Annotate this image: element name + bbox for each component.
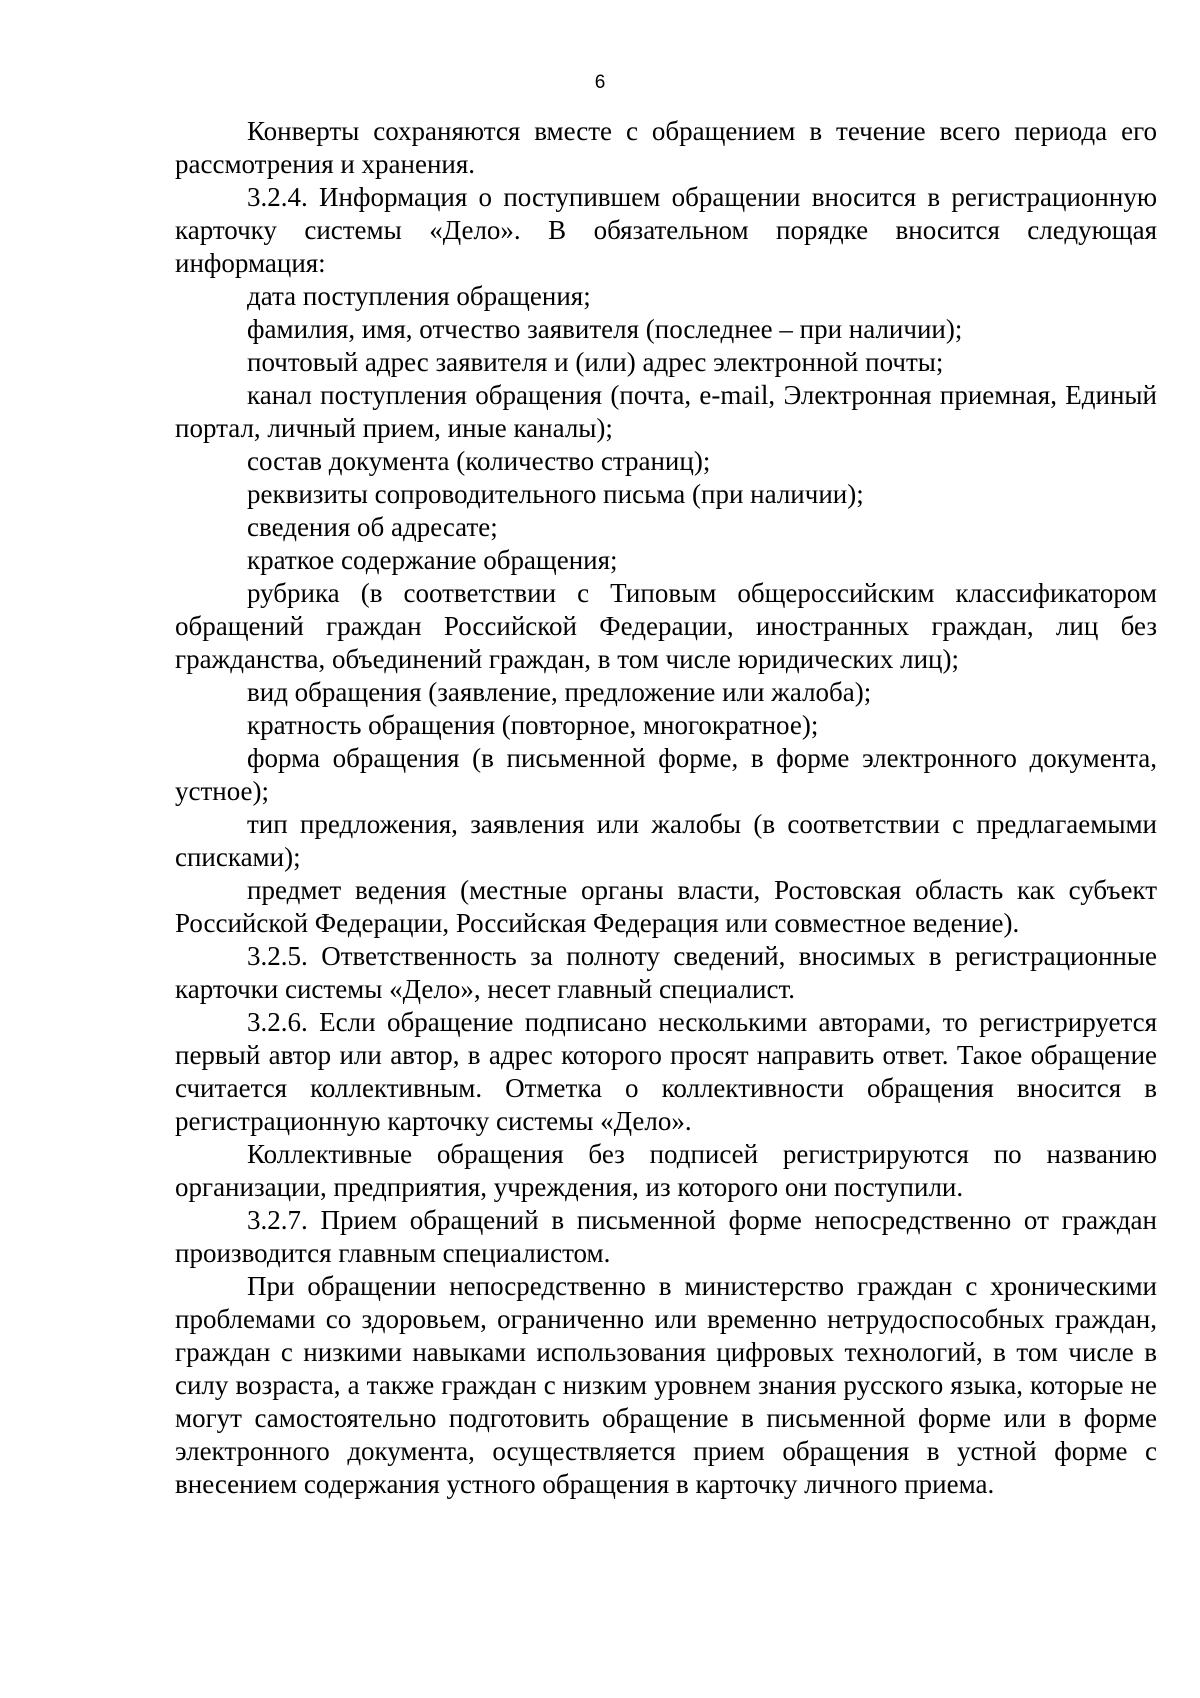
paragraph-oral-reception: При обращении непосредственно в министерство граждан с хроническими проблемами со здоровьем, ограниченно или временно нетрудоспособных граждан, граждан с низкими навыками использования цифровых технологий, в том числе в силу возраста, а также граждан с низким уровнем знания русского языка, которые не могут самостоятельно подготовить обращение в письменной форме или в форме электронного документа, осуществляется прием обращения в устной форме с внесением содержания устного обращения в карточку личного приема. bbox=[175, 1271, 1157, 1499]
paragraph-collective-appeals: Коллективные обращения без подписей регистрируются по названию организации, предприятия, учреждения, из которого они поступили. bbox=[175, 1139, 1157, 1202]
paragraph-envelopes: Конверты сохраняются вместе с обращением в течение всего периода его рассмотрения и хранения. bbox=[175, 116, 1157, 179]
list-item: фамилия, имя, отчество заявителя (последнее – при наличии); bbox=[247, 314, 963, 344]
list-item: дата поступления обращения; bbox=[247, 281, 591, 311]
list-item: канал поступления обращения (почта, e-mail, Электронная приемная, Единый портал, личный прием, иные каналы); bbox=[175, 380, 1157, 443]
list-item: реквизиты сопроводительного письма (при наличии); bbox=[247, 479, 864, 509]
list-item: тип предложения, заявления или жалобы (в соответствии с предлагаемыми списками); bbox=[175, 809, 1157, 872]
list-item: состав документа (количество страниц); bbox=[247, 446, 711, 476]
paragraph-3-2-7: 3.2.7. Прием обращений в письменной форме непосредственно от граждан производится главным специалистом. bbox=[175, 1205, 1157, 1268]
paragraph-3-2-5: 3.2.5. Ответственность за полноту сведений, вносимых в регистрационные карточки системы «Дело», несет главный специалист. bbox=[175, 941, 1157, 1004]
list-item: сведения об адресате; bbox=[247, 512, 498, 542]
list-item: вид обращения (заявление, предложение или жалоба); bbox=[247, 677, 872, 707]
paragraph-3-2-4: 3.2.4. Информация о поступившем обращении вносится в регистрационную карточку системы «Дело». В обязательном порядке вносится следующая информация: bbox=[175, 182, 1157, 278]
list-item: рубрика (в соответствии с Типовым общероссийским классификатором обращений граждан Российской Федерации, иностранных граждан, лиц без гражданства, объединений граждан, в том числе юридических лиц); bbox=[175, 578, 1157, 674]
list-item: краткое содержание обращения; bbox=[247, 545, 618, 575]
list-item: кратность обращения (повторное, многократное); bbox=[247, 710, 819, 740]
list-item: предмет ведения (местные органы власти, Ростовская область как субъект Российской Федерации, Российская Федерация или совместное ведение). bbox=[175, 875, 1157, 938]
paragraph-3-2-6: 3.2.6. Если обращение подписано несколькими авторами, то регистрируется первый автор или автор, в адрес которого просят направить ответ. Такое обращение считается коллективным. Отметка о коллективности обращения вносится в регистрационную карточку системы «Дело». bbox=[175, 1007, 1157, 1136]
document-body bbox=[175, 115, 1157, 1501]
page-number: 6 bbox=[594, 72, 606, 93]
list-item: форма обращения (в письменной форме, в форме электронного документа, устное); bbox=[175, 743, 1157, 806]
list-item: почтовый адрес заявителя и (или) адрес электронной почты; bbox=[247, 347, 944, 377]
